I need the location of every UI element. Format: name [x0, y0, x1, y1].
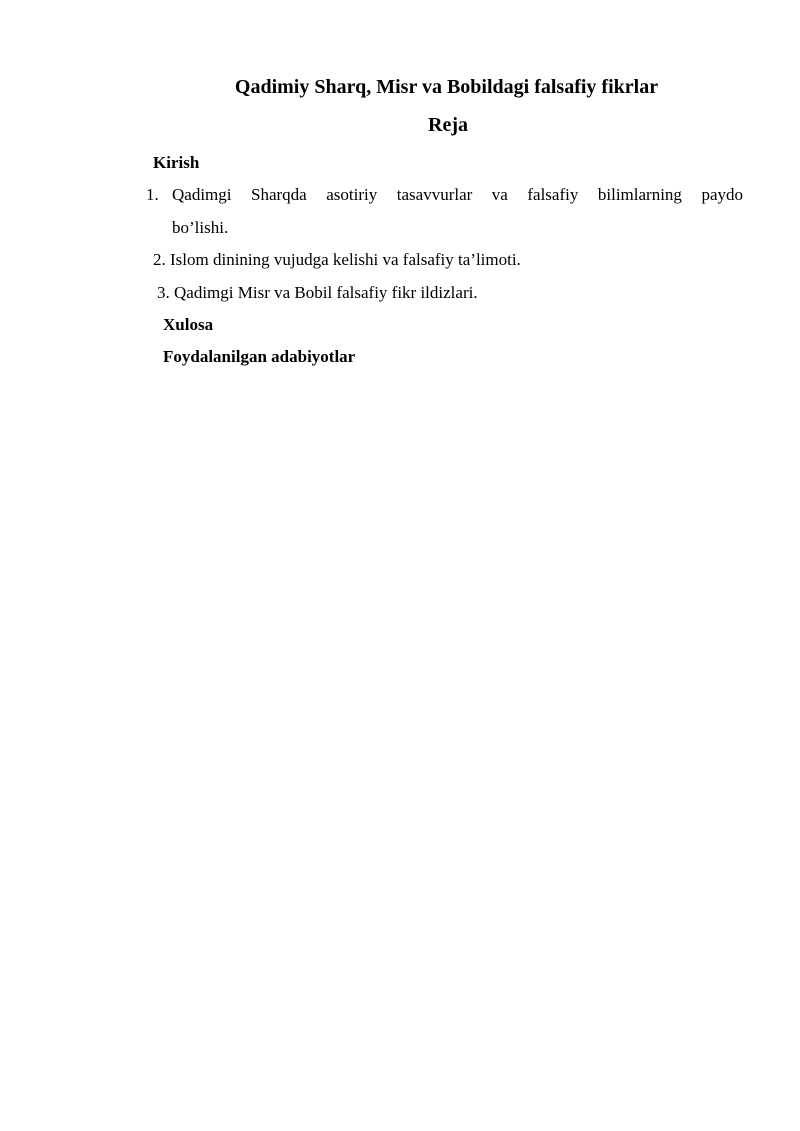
- plan-item-1-continuation: bo’lishi.: [172, 218, 229, 237]
- references-heading: Foydalanilgan adabiyotlar: [163, 347, 356, 366]
- plan-heading: Reja: [428, 114, 468, 136]
- plan-item-1: [146, 184, 743, 237]
- intro-heading: Kirish: [153, 153, 200, 172]
- document-title: Qadimiy Sharq, Misr va Bobildagi falsafiy fikrlar: [234, 76, 659, 98]
- conclusion-heading: Xulosa: [163, 315, 214, 334]
- plan-item-3: 3. Qadimgi Misr va Bobil falsafiy fikr ildizlari.: [157, 283, 478, 302]
- plan-item-1-text: Qadimgi Sharqda asotiriy tasavvurlar va falsafiy bilimlarning paydo: [172, 185, 743, 204]
- plan-item-1-number: 1.: [146, 185, 159, 204]
- plan-item-2: 2. Islom dinining vujudga kelishi va falsafiy ta’limoti.: [153, 250, 521, 269]
